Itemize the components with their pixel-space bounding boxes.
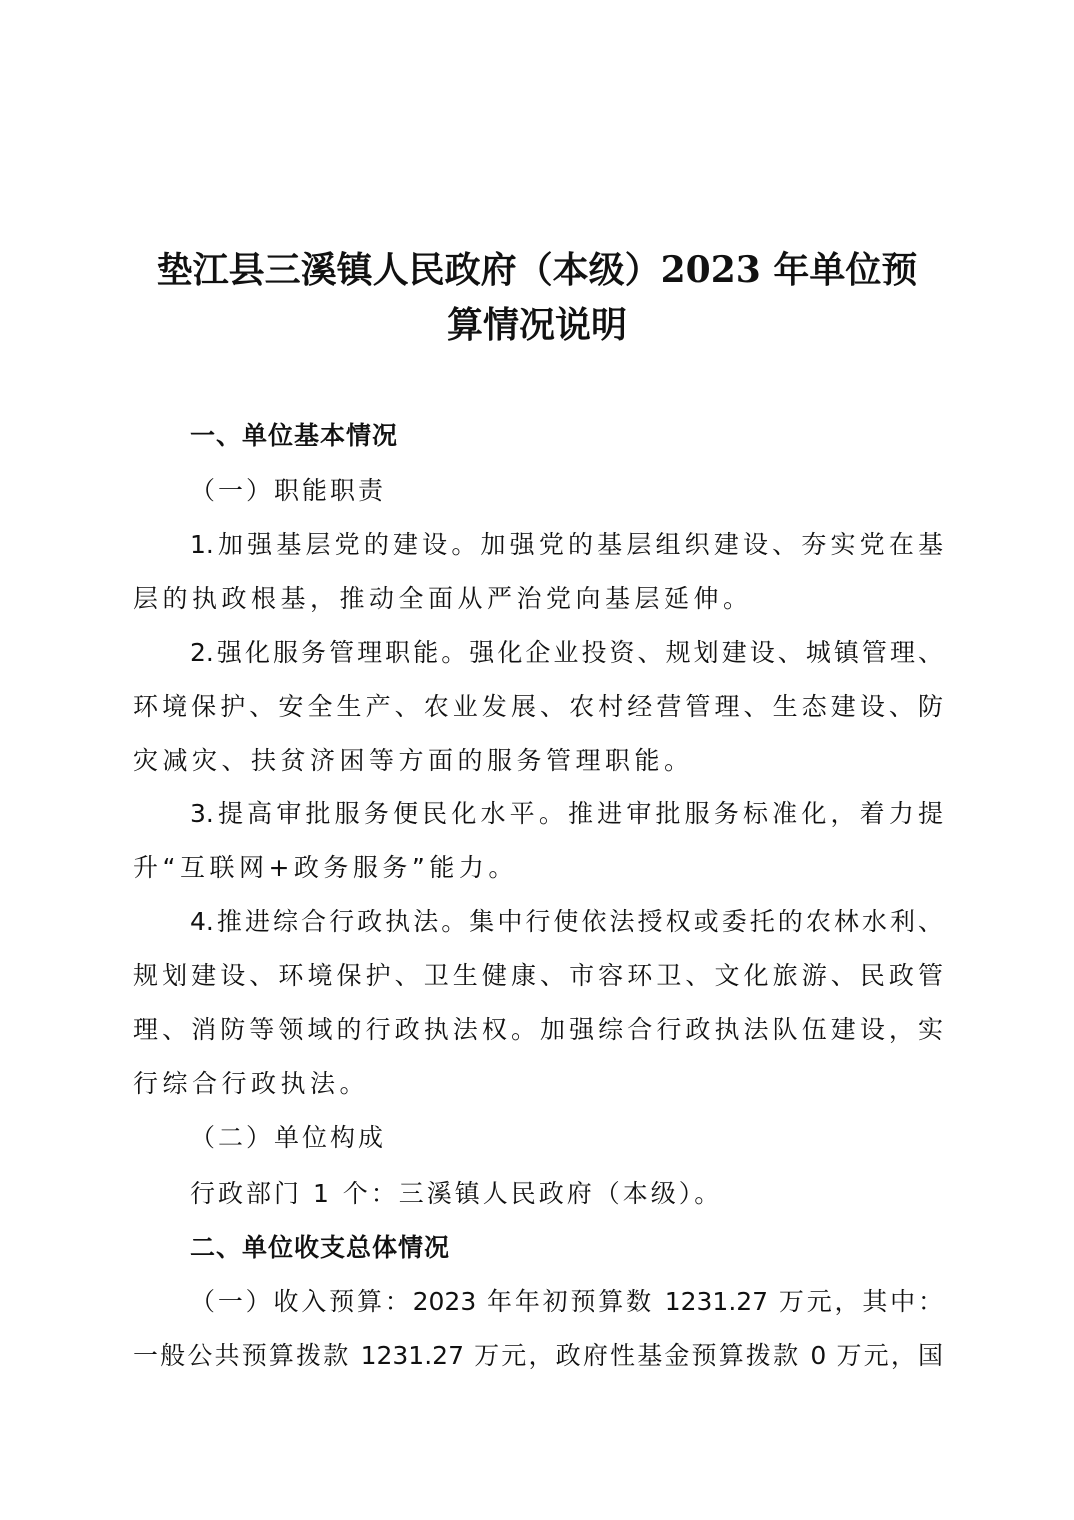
paragraph-3-line-2: 升“互联网+政务服务”能力。 [133,853,518,882]
paragraph-1-line-1: 1.加强基层党的建设。加强党的基层组织建设、夯实党在基 [190,530,943,559]
income-budget-line-2: 一般公共预算拨款 1231.27 万元，政府性基金预算拨款 0 万元，国 [133,1341,943,1370]
paragraph-2-line-1: 2.强化服务管理职能。强化企业投资、规划建设、城镇管理、 [190,638,943,667]
subsection-heading-duties: （一）职能职责 [190,476,387,505]
paragraph-4-line-4: 行综合行政执法。 [133,1069,370,1098]
paragraph-2-line-3: 灾减灾、扶贫济困等方面的服务管理职能。 [133,746,694,775]
paragraph-4-line-2: 规划建设、环境保护、卫生健康、市容环卫、文化旅游、民政管 [133,961,943,990]
document-title-line-2: 算情况说明 [446,304,627,346]
unit-composition-line: 行政部门 1 个：三溪镇人民政府（本级）。 [190,1179,723,1208]
subsection-heading-composition: （二）单位构成 [190,1123,387,1152]
paragraph-4-line-1: 4.推进综合行政执法。集中行使依法授权或委托的农林水利、 [190,907,943,936]
paragraph-3-line-1: 3.提高审批服务便民化水平。推进审批服务标准化，着力提 [190,799,943,828]
paragraph-2-line-2: 环境保护、安全生产、农业发展、农村经营管理、生态建设、防 [133,692,943,721]
document-title-line-1: 垫江县三溪镇人民政府（本级）2023 年单位预 [156,249,918,291]
paragraph-1-line-2: 层的执政根基，推动全面从严治党向基层延伸。 [133,584,753,613]
income-budget-line-1: （一）收入预算：2023 年年初预算数 1231.27 万元，其中： [190,1287,943,1316]
paragraph-4-line-3: 理、消防等领域的行政执法权。加强综合行政执法队伍建设，实 [133,1015,943,1044]
section-heading-overall: 二、单位收支总体情况 [190,1233,451,1262]
section-heading-basic-info: 一、单位基本情况 [190,421,399,450]
